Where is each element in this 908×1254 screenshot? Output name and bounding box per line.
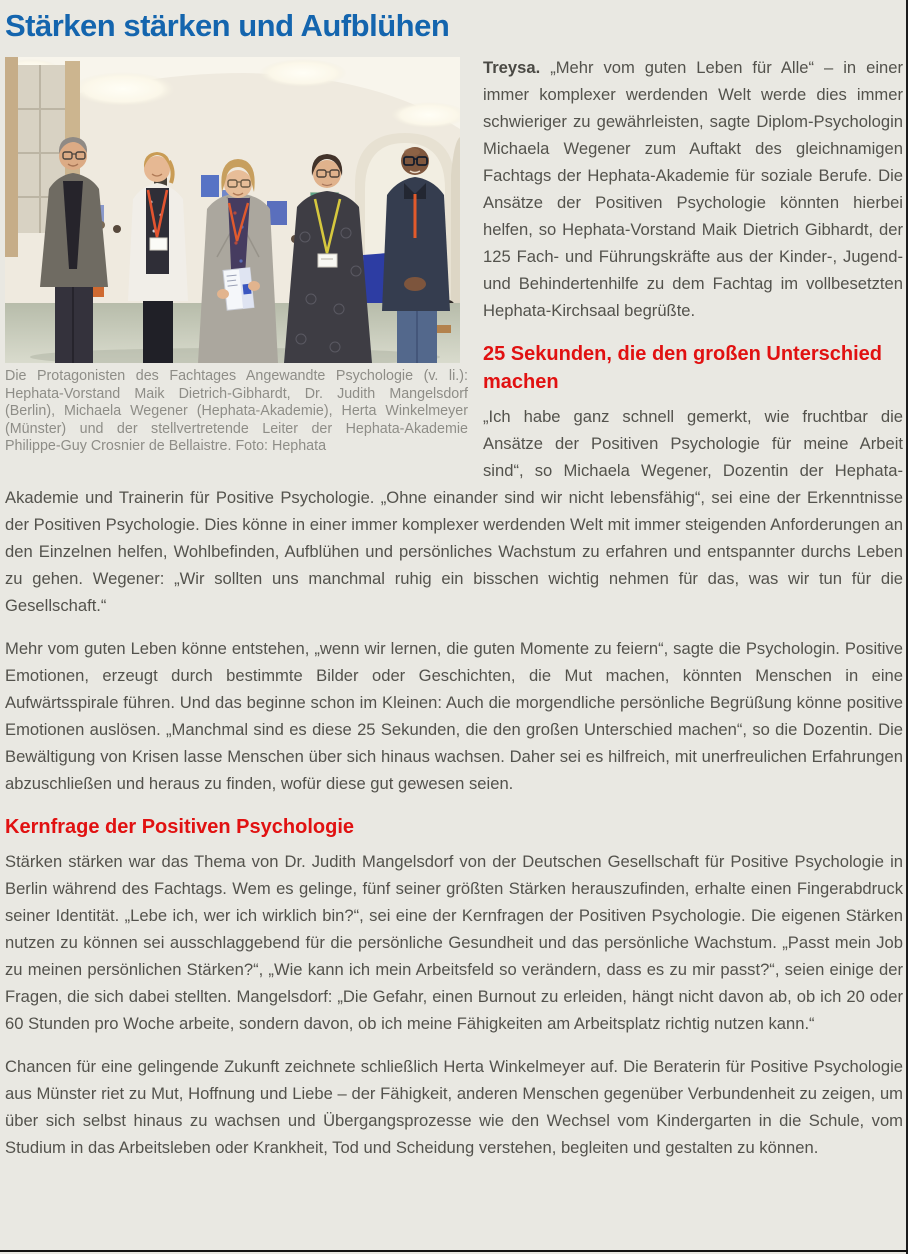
- section-heading-kernfrage: Kernfrage der Positiven Psychologie: [5, 816, 354, 838]
- intro-text: „Mehr vom guten Leben für Alle“ – in einer immer komplexer werdenden Welt werde dies immer schwieriger zu gewährleisten, sagte Diplom-Psychologin Michaela Wegener zum Auftakt des gleichnamigen Fachtags der Hephata-Akademie für soziale Berufe. Die Ansätze der Positiven Psychologie könnten hierbei helfen, so Hephata-Vorstand Maik Dietrich Gibhardt, der 125 Fach- und Führungskräfte aus der Kinder-, Jugend- und Behindertenhilfe zu dem Fachtag im vollbesetzten Hephata-Kirchsaal begrüßte.: [483, 58, 903, 320]
- window-bottom-edge: [0, 1250, 908, 1252]
- photo-caption: Die Protagonisten des Fachtages Angewandte Psychologie (v. li.): Hephata-Vorstand Maik Dietrich-Gibhardt, Dr. Judith Mangelsdorf (Berlin), Michaela Wegener (Hephata-Akademie), Herta Winkelmeyer (Münster) und der stellvertretende Leiter der Hephata-Akademie Philippe-Guy Crosnier de Bellaistre. Foto: Hephata: [5, 368, 468, 455]
- article-paragraph-2: „Ich habe ganz schnell gemerkt, wie fruchtbar die Ansätze der Positiven Psychologie für meine Arbeit sind“, so Michaela Wegener, Dozentin der Hephata-Akademie und Trainerin für Positive Psychologie. „Ohne einander sind wir nicht lebensfähig“, sei eine der Erkenntnisse der Positiven Psychologie. Dies könne in einer immer komplexer werdenden Welt mit immer steigenden Anforderungen an den Einzelnen helfen, Wohlbefinden, Aufblühen und persönliches Wachstum zu erfahren und entspannter durchs Leben zu gehen. Wegener: „Wir sollten uns manchmal ruhig ein bisschen wichtig nehmen für das, was wir tun für die Gesellschaft.“: [5, 407, 903, 615]
- section-heading-25-sekunden: 25 Sekunden, die den großen Unterschied machen: [483, 343, 882, 393]
- page-title: Stärken stärken und Aufblühen: [5, 8, 450, 43]
- location-lead: Treysa.: [483, 58, 541, 77]
- group-photo-illustration: [5, 57, 460, 363]
- article-figure: [5, 57, 468, 456]
- article-paragraph-4: Stärken stärken war das Thema von Dr. Judith Mangelsdorf von der Deutschen Gesellschaft für Positive Psychologie in Berlin während des Fachtags. Wem es gelinge, fünf seiner größten Stärken herauszufinden, erhalte einen Fingerabdruck seiner Identität. „Lebe ich, wer ich wirklich bin?“, sei eine der Kernfragen der Positiven Psychologie. Die eigenen Stärken nutzen zu können sei ausschlaggebend für die persönliche Gesundheit und das persönliche Wachstum. „Passt mein Job zu meinen persönlichen Stärken?“, „Wie kann ich mein Arbeitsfeld so verändern, dass es zu mir passt?“, seien einige der Fragen, die sich dabei stellten. Mangelsdorf: „Die Gefahr, einen Burnout zu erleiden, hängt nicht davon ab, ob ich 20 oder 60 Stunden pro Woche arbeite, sondern davon, ob ich meine Fähigkeiten am Arbeitsplatz richtig nutzen kann.“: [5, 852, 903, 1033]
- article-paragraph-5: Chancen für eine gelingende Zukunft zeichnete schließlich Herta Winkelmeyer auf. Die Beraterin für Positive Psychologie aus Münster riet zu Mut, Hoffnung und Liebe – der Fähigkeit, anderen Menschen gegenüber Verbundenheit zu zeigen, um über sich selbst hinaus zu wachsen und Übergangsprozesse wie den Wechsel vom Kindergarten in die Schule, vom Studium in das Arbeitsleben oder Krankheit, Tod und Scheidung verstehen, begleiten und gestalten zu können.: [5, 1057, 903, 1157]
- article-paragraph-3: Mehr vom guten Leben könne entstehen, „wenn wir lernen, die guten Momente zu feiern“, sagte die Psychologin. Positive Emotionen, erzeugt durch bestimmte Bilder oder Geschichten, die Mut machen, könnten Menschen in eine Aufwärtsspirale führen. Und das beginne schon im Kleinen: Auch die morgendliche persönliche Begrüßung könne positive Emotionen auslösen. „Manchmal sind es diese 25 Sekunden, die den großen Unterschied machen“, so die Dozentin. Die Bewältigung von Krisen lasse Menschen über sich hinaus wachsen. Daher sei es hilfreich, mit unerfreulichen Erfahrungen abzuschließen und heraus zu finden, wofür diese gut gewesen seien.: [5, 639, 903, 793]
